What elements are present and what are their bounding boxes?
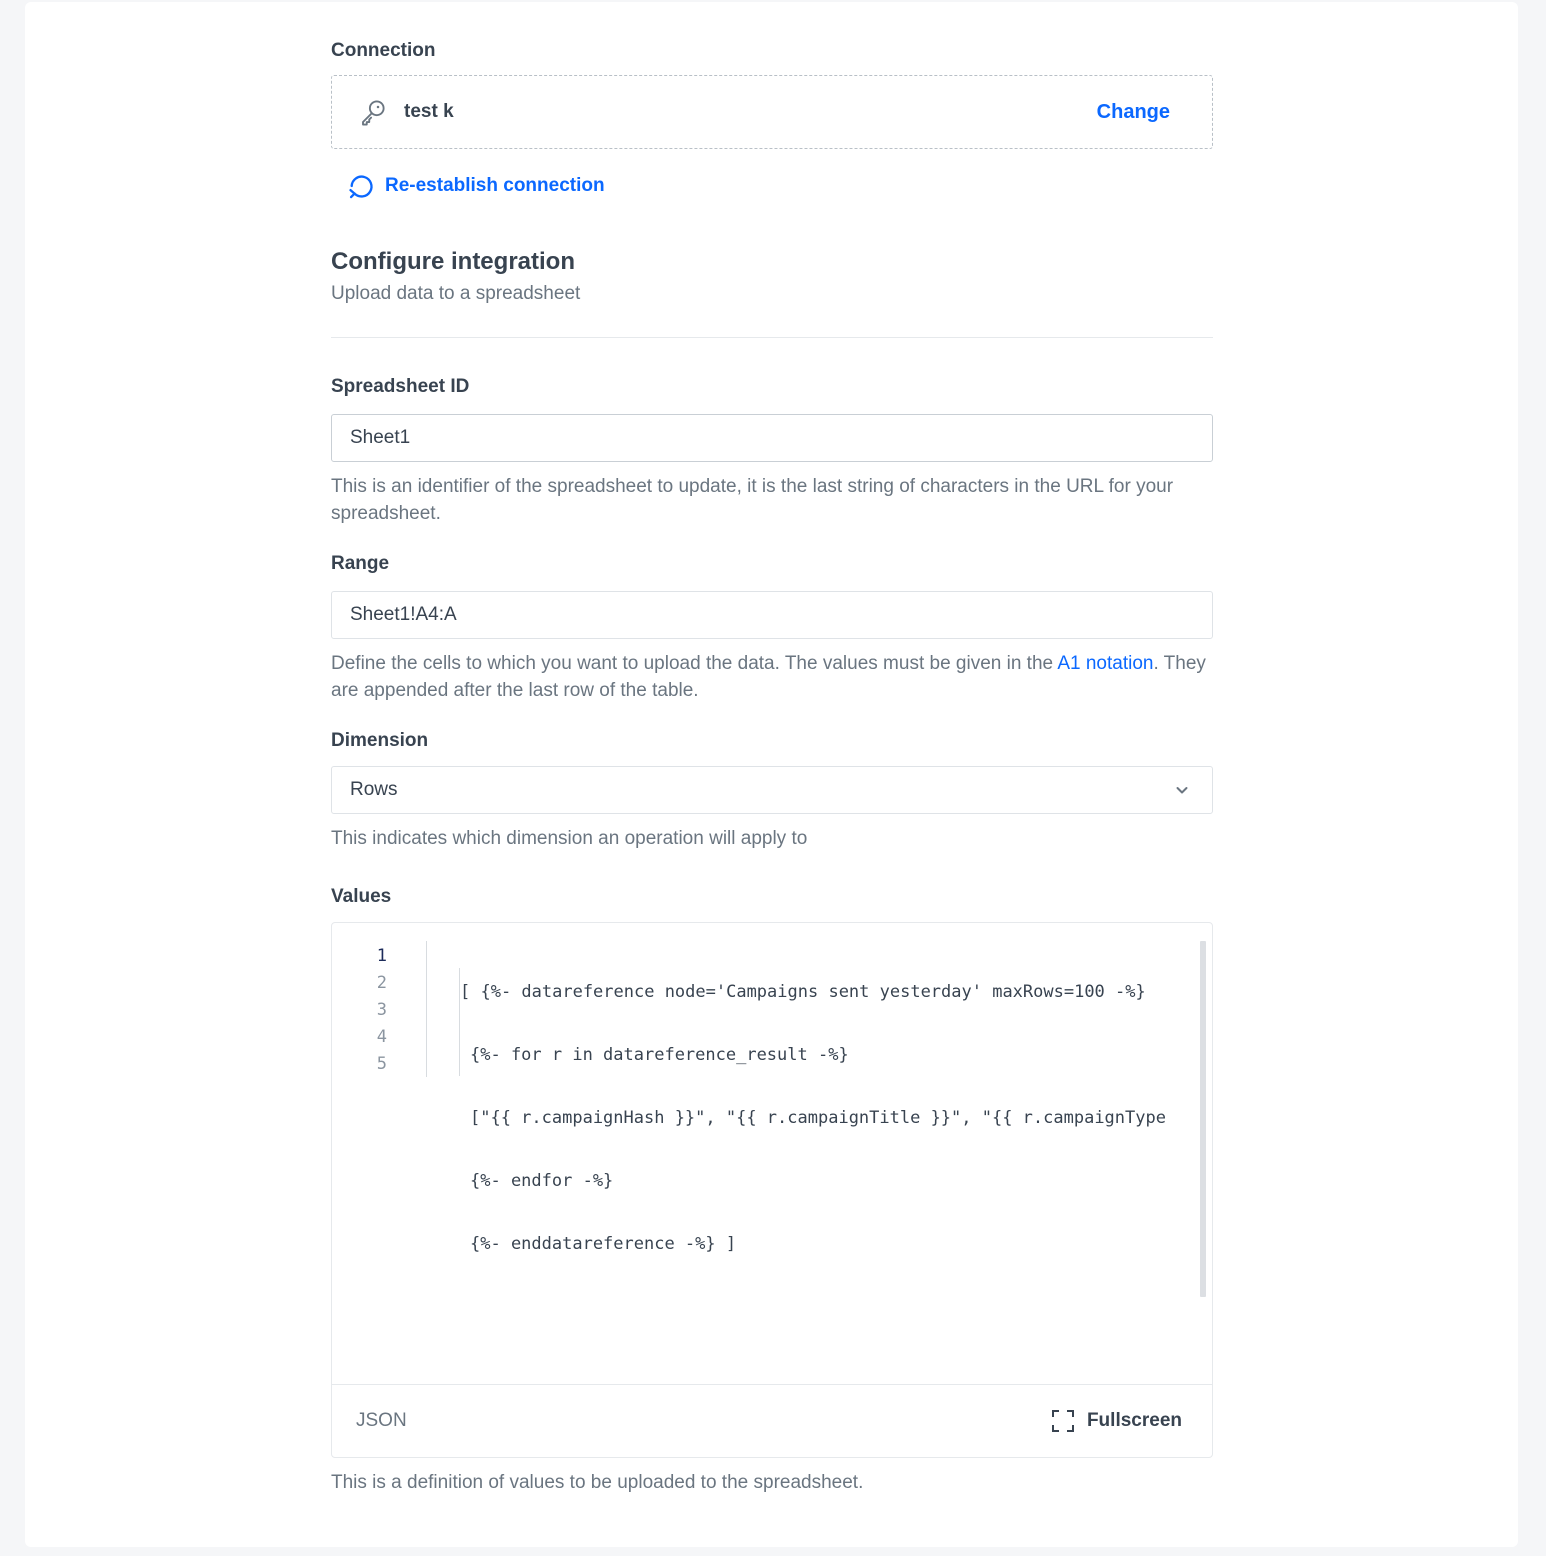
line-number-gutter <box>332 943 427 1078</box>
range-help <box>331 650 1213 704</box>
gutter-divider <box>426 941 427 1077</box>
configure-title: Configure integration <box>331 248 575 275</box>
change-connection-button[interactable]: Change <box>1096 100 1170 123</box>
editor-footer <box>332 1384 1212 1457</box>
fullscreen-button[interactable] <box>1051 1409 1182 1433</box>
code-line: [ {%- datareference node='Campaigns sent yesterday' maxRows=100 -%} <box>460 982 1146 1002</box>
dimension-help: This indicates which dimension an operation will apply to <box>331 828 808 849</box>
key-icon <box>358 96 390 128</box>
editor-body[interactable] <box>332 923 1212 1385</box>
range-help-text: Define the cells to which you want to upload the data. The values must be given in the <box>331 653 1058 674</box>
editor-scrollbar[interactable] <box>1200 941 1206 1297</box>
line-number: 1 <box>376 946 387 966</box>
line-number: 5 <box>376 1054 387 1074</box>
values-label: Values <box>331 886 392 907</box>
dimension-label: Dimension <box>331 730 429 751</box>
connection-box <box>331 75 1213 149</box>
reestablish-connection-button[interactable] <box>347 172 605 200</box>
a1-notation-link[interactable]: A1 notation <box>1057 653 1154 674</box>
code-line: ["{{ r.campaignHash }}", "{{ r.campaignTitle }}", "{{ r.campaignType <box>470 1108 1166 1128</box>
configure-subtitle: Upload data to a spreadsheet <box>331 283 581 304</box>
dimension-selected-value: Rows <box>350 779 398 800</box>
refresh-icon <box>347 172 375 200</box>
editor-language: JSON <box>356 1410 407 1431</box>
section-divider <box>331 337 1213 338</box>
range-label: Range <box>331 553 390 574</box>
chevron-down-icon <box>1174 782 1190 798</box>
code-line: {%- enddatareference -%} ] <box>470 1234 737 1254</box>
spreadsheet-id-input[interactable] <box>331 414 1213 462</box>
fullscreen-icon <box>1051 1409 1075 1433</box>
range-help-text-end: . They are appended after the last row of the table. <box>331 653 1206 701</box>
connection-name: test k <box>404 101 454 122</box>
line-number: 3 <box>376 1000 387 1020</box>
spreadsheet-id-label: Spreadsheet ID <box>331 376 470 397</box>
code-line: {%- for r in datareference_result -%} <box>470 1045 849 1065</box>
dimension-select[interactable] <box>331 766 1213 814</box>
code-line: {%- endfor -%} <box>470 1171 614 1191</box>
values-help: This is a definition of values to be uploaded to the spreadsheet. <box>331 1472 864 1493</box>
values-code-editor[interactable] <box>331 922 1213 1458</box>
line-number: 4 <box>376 1027 387 1047</box>
spreadsheet-id-help: This is an identifier of the spreadsheet to update, it is the last string of characters in the URL for your spreadsheet. <box>331 476 1174 524</box>
reestablish-label: Re-establish connection <box>385 175 605 196</box>
fullscreen-label: Fullscreen <box>1086 1410 1182 1431</box>
code-content[interactable] <box>460 943 1200 1294</box>
connection-label: Connection <box>331 40 436 61</box>
line-number: 2 <box>376 973 387 993</box>
range-input[interactable] <box>331 591 1213 639</box>
integration-card <box>25 2 1518 1547</box>
